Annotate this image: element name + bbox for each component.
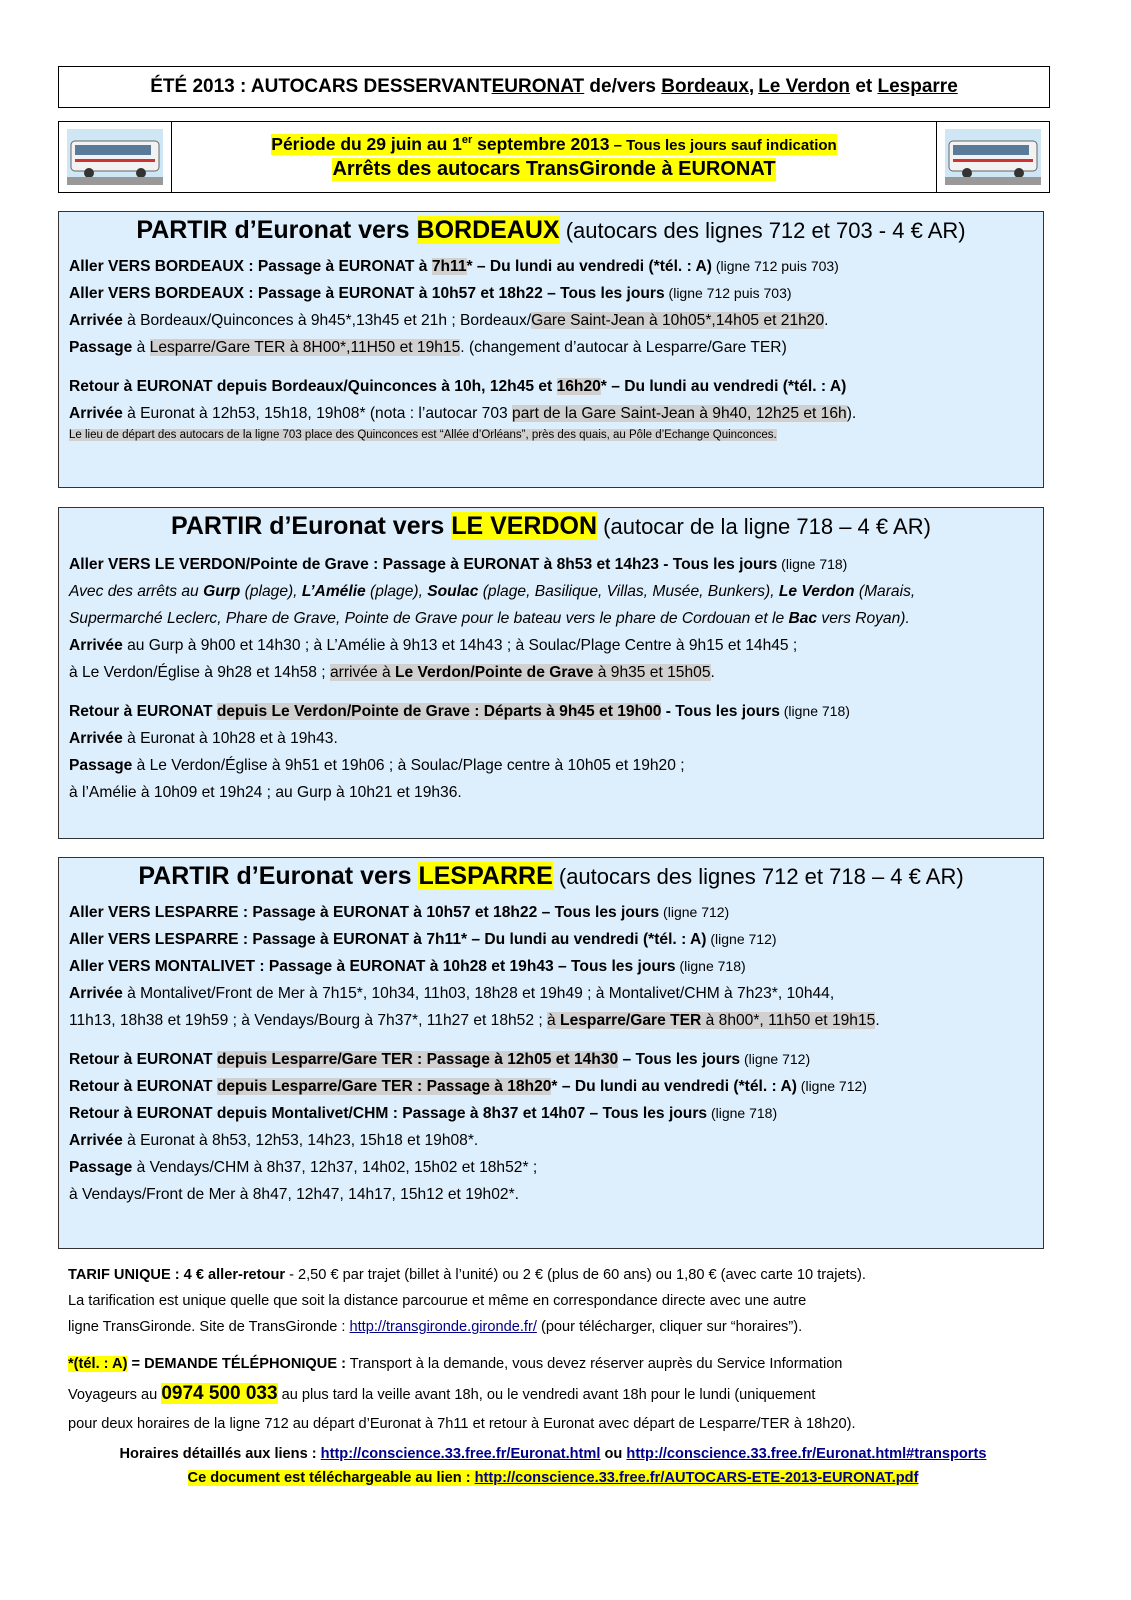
links-section [58, 1442, 1048, 1490]
title-text: PARTIR d’Euronat vers [138, 862, 419, 890]
title-euronat: EURONAT [491, 76, 585, 97]
schedule-line: Aller VERS LESPARRE : Passage à EURONAT à 7h11* – Du lundi au vendredi (*tél. : A) (ligne 712) [69, 931, 777, 948]
title-lesparre: Lesparre [877, 76, 958, 97]
period-date-end: septembre 2013 [472, 133, 610, 154]
schedule-line: Retour à EURONAT depuis Le Verdon/Pointe de Grave : Départs à 9h45 et 19h00 - Tous les jours (ligne 718) [69, 703, 850, 720]
period-note: – Tous les jours sauf indication [609, 136, 837, 154]
section-lesparre [58, 857, 1044, 1249]
schedule-line: Aller VERS LESPARRE : Passage à EURONAT à 10h57 et 18h22 – Tous les jours (ligne 712) [69, 904, 730, 921]
title-text: PARTIR d’Euronat vers [136, 216, 417, 244]
title-part: et [850, 76, 878, 97]
title-verdon: Le Verdon [758, 76, 851, 97]
title-destination: LESPARRE [418, 862, 553, 890]
title-lines: (autocars des lignes 712 et 718 – 4 € AR) [552, 864, 964, 889]
schedule-line: 11h13, 18h38 et 19h59 ; à Vendays/Bourg à 7h37*, 11h27 et 18h52 ; à Lesparre/Gare TER à 8h00*, 11h50 et 19h15. [69, 1012, 880, 1029]
departure-note: Le lieu de départ des autocars de la ligne 703 place des Quinconces est “Allée d’Orléans”, près des quais, au Pôle d’Echange Quinconces. [69, 429, 777, 441]
euronat-page-link[interactable]: http://conscience.33.free.fr/Euronat.html [320, 1446, 601, 1462]
period-line [271, 134, 836, 155]
schedule-line: Aller VERS LE VERDON/Pointe de Grave : Passage à EURONAT à 8h53 et 14h23 - Tous les jours (ligne 718) [69, 556, 848, 573]
schedule-line: Arrivée à Bordeaux/Quinconces à 9h45*,13h45 et 21h ; Bordeaux/Gare Saint-Jean à 10h05*,14h05 et 21h20. [69, 312, 829, 329]
schedule-line: Aller VERS MONTALIVET : Passage à EURONAT à 10h28 et 19h43 – Tous les jours (ligne 718) [69, 958, 746, 975]
pdf-download-link[interactable]: http://conscience.33.free.fr/AUTOCARS-ETE-2013-EURONAT.pdf [474, 1470, 919, 1486]
schedule-line: Aller VERS BORDEAUX : Passage à EURONAT à 7h11* – Du lundi au vendredi (*tél. : A) (ligne 712 puis 703) [69, 258, 839, 275]
stops-line: Avec des arrêts au Gurp (plage), L’Amélie (plage), Soulac (plage, Basilique, Villas, Musée, Bunkers), Le Verdon (Marais, [69, 583, 916, 600]
title-bordeaux: Bordeaux [661, 76, 749, 97]
schedule-line: Arrivée au Gurp à 9h00 et 14h30 ; à L’Amélie à 9h13 et 14h43 ; à Soulac/Plage Centre à 9h15 et 14h45 ; [69, 637, 798, 654]
schedule-line: Arrivée à Euronat à 8h53, 12h53, 14h23, 15h18 et 19h08*. [69, 1132, 479, 1149]
section-title [69, 862, 1033, 891]
period-sup: er [461, 133, 473, 146]
schedule-line: à l’Amélie à 10h09 et 19h24 ; au Gurp à 10h21 et 19h36. [69, 784, 462, 801]
phone-number[interactable]: 0974 500 033 [161, 1383, 278, 1404]
demande-line: pour deux horaires de la ligne 712 au départ d’Euronat à 7h11 et retour à Euronat avec départ de Lesparre/TER à 18h20). [68, 1416, 856, 1432]
schedule-line: à Vendays/Front de Mer à 8h47, 12h47, 14h17, 15h12 et 19h02*. [69, 1186, 519, 1203]
tarif-section [68, 1262, 1048, 1340]
schedule-line: Arrivée à Euronat à 12h53, 15h18, 19h08* (nota : l’autocar 703 part de la Gare Saint-Jean à 9h40, 12h25 et 16h). [69, 405, 857, 422]
stops-line: Supermarché Leclerc, Phare de Grave, Pointe de Grave pour le bateau vers le phare de Cordouan et le Bac vers Royan). [69, 610, 910, 627]
schedule-line: Retour à EURONAT depuis Montalivet/CHM : Passage à 8h37 et 14h07 – Tous les jours (ligne 718) [69, 1105, 778, 1122]
schedule-line: Retour à EURONAT depuis Bordeaux/Quinconces à 10h, 12h45 et 16h20* – Du lundi au vendredi (*tél. : A) [69, 378, 847, 395]
section-title [69, 512, 1033, 541]
schedule-line: Arrivée à Euronat à 10h28 et à 19h43. [69, 730, 338, 747]
section-title [69, 216, 1033, 245]
links-line: Ce document est téléchargeable au lien : http://conscience.33.free.fr/AUTOCARS-ETE-2013-EURONAT.pdf [187, 1470, 919, 1486]
period-text [173, 122, 935, 192]
schedule-line: Arrivée à Montalivet/Front de Mer à 7h15*, 10h34, 11h03, 18h28 et 19h49 ; à Montalivet/CHM à 7h23*, 10h44, [69, 985, 835, 1002]
stops-title: Arrêts des autocars TransGironde à EURONAT [332, 157, 776, 180]
tarif-line: La tarification est unique quelle que soit la distance parcourue et même en correspondance directe avec une autre [68, 1293, 807, 1309]
schedule-line: Aller VERS BORDEAUX : Passage à EURONAT à 10h57 et 18h22 – Tous les jours (ligne 712 puis 703) [69, 285, 792, 302]
title-part: , [748, 76, 755, 97]
demande-section [68, 1350, 1048, 1439]
schedule-line: Retour à EURONAT depuis Lesparre/Gare TER : Passage à 18h20* – Du lundi au vendredi (*tél. : A) (ligne 712) [69, 1078, 867, 1095]
demande-line: *(tél. : A) = DEMANDE TÉLÉPHONIQUE : Transport à la demande, vous devez réserver auprès du Service Information [68, 1356, 843, 1372]
schedule-line: Passage à Le Verdon/Église à 9h51 et 19h06 ; à Soulac/Plage centre à 10h05 et 19h20 ; [69, 757, 685, 774]
section-bordeaux [58, 211, 1044, 488]
demande-line: Voyageurs au 0974 500 033 au plus tard la veille avant 18h, ou le vendredi avant 18h pour le lundi (uniquement [68, 1383, 816, 1404]
period-banner [58, 121, 1050, 193]
transgironde-link[interactable]: http://transgironde.gironde.fr/ [349, 1319, 537, 1335]
links-line: Horaires détaillés aux liens : http://conscience.33.free.fr/Euronat.html ou http://conscience.33.free.fr/Euronat.html#transports [119, 1446, 987, 1462]
bus-icon [945, 129, 1041, 185]
tarif-line: ligne TransGironde. Site de TransGironde : http://transgironde.gironde.fr/ (pour télécharger, cliquer sur “horaires”). [68, 1319, 803, 1335]
title-part: ÉTÉ 2013 : AUTOCARS DESSERVANT [150, 76, 492, 97]
schedule-line: Passage à Lesparre/Gare TER à 8H00*,11H50 et 19h15. (changement d’autocar à Lesparre/Gare TER) [69, 339, 787, 356]
schedule-line: Passage à Vendays/CHM à 8h37, 12h37, 14h02, 15h02 et 18h52* ; [69, 1159, 538, 1176]
tarif-line: TARIF UNIQUE : 4 € aller-retour - 2,50 € par trajet (billet à l’unité) ou 2 € (plus de 60 ans) ou 1,80 € (avec carte 10 trajets). [68, 1267, 866, 1283]
title-text: PARTIR d’Euronat vers [171, 512, 452, 540]
bus-image-right [936, 122, 1049, 192]
document-title [58, 66, 1050, 108]
period-date-start: Période du 29 juin au 1 [271, 133, 462, 154]
bus-image-left [59, 122, 172, 192]
title-part: de/vers [584, 76, 662, 97]
title-destination: BORDEAUX [416, 216, 560, 244]
schedule-line: Retour à EURONAT depuis Lesparre/Gare TER : Passage à 12h05 et 14h30 – Tous les jours (ligne 712) [69, 1051, 811, 1068]
title-lines: (autocar de la ligne 718 – 4 € AR) [597, 514, 931, 539]
title-destination: LE VERDON [451, 512, 598, 540]
euronat-transports-link[interactable]: http://conscience.33.free.fr/Euronat.html#transports [626, 1446, 987, 1462]
schedule-line: à Le Verdon/Église à 9h28 et 14h58 ; arrivée à Le Verdon/Pointe de Grave à 9h35 et 15h05. [69, 664, 715, 681]
title-lines: (autocars des lignes 712 et 703 - 4 € AR) [559, 218, 966, 243]
bus-icon [67, 129, 163, 185]
section-le-verdon [58, 507, 1044, 839]
